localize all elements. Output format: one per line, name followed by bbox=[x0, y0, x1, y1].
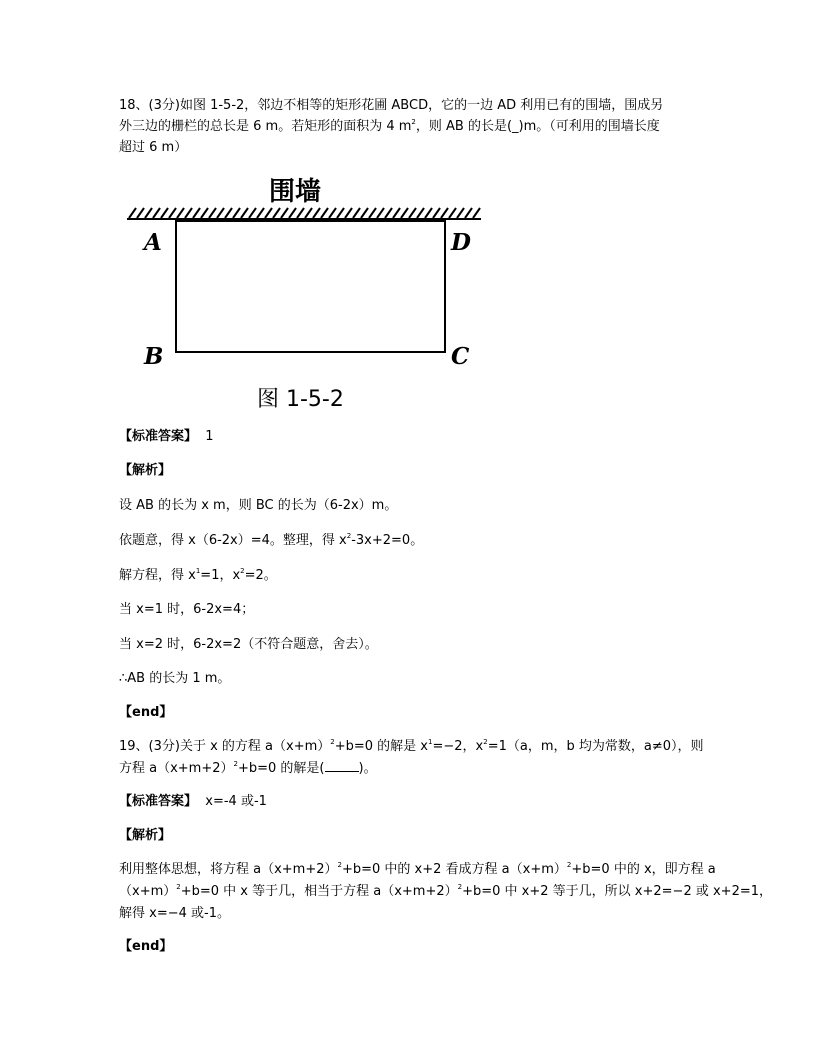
wall-hatch-mark bbox=[257, 208, 264, 218]
wall-hatch-mark bbox=[153, 208, 160, 218]
wall-hatch-mark bbox=[265, 208, 272, 218]
q18-answer: 【标准答案】 1 bbox=[119, 429, 214, 444]
q18-step-1: 设 AB 的长为 x m，则 BC 的长为（6-2x）m。 bbox=[119, 498, 398, 513]
wall-hatch-marks bbox=[129, 208, 480, 218]
q18-step-6: ∴AB 的长为 1 m。 bbox=[119, 671, 231, 686]
wall-hatching bbox=[127, 208, 481, 219]
wall-hatch-mark bbox=[241, 208, 248, 218]
q18-step-2: 依题意，得 x（6-2x）=4。整理，得 $x^2-3x+2=0$。 bbox=[119, 532, 424, 548]
q18-stem-line2: 外三边的栅栏的总长是 6 m。若矩形的面积为 4 $m^2$，则 AB 的长是(_)m。（可利用的围墙长度 bbox=[119, 118, 660, 134]
wall-hatch-mark bbox=[321, 208, 328, 218]
q19-end-marker: 【end】 bbox=[119, 939, 173, 954]
corner-label-b: B bbox=[144, 343, 164, 370]
answer-blank bbox=[325, 759, 359, 772]
q18-analysis-label: 【解析】 bbox=[119, 463, 172, 478]
wall-hatch-mark bbox=[201, 208, 208, 218]
wall-hatch-mark bbox=[193, 208, 200, 218]
wall-hatch-mark bbox=[377, 208, 384, 218]
q19-explanation-line1: 利用整体思想，将方程 $a(x+m+2)^2+b=0$ 中的 x+2 看成方程 $a(x+m)^2+b=0$ 中的 x，即方程 a bbox=[119, 861, 716, 877]
q19-analysis-label: 【解析】 bbox=[119, 828, 172, 843]
wall-hatch-mark bbox=[177, 208, 184, 218]
wall-hatch-mark bbox=[249, 208, 256, 218]
wall-hatch-mark bbox=[217, 208, 224, 218]
wall-hatch-mark bbox=[337, 208, 344, 218]
wall-hatch-mark bbox=[297, 208, 304, 218]
wall-hatch-mark bbox=[225, 208, 232, 218]
q19-answer: 【标准答案】 x=-4 或-1 bbox=[119, 794, 267, 809]
wall-hatch-mark bbox=[161, 208, 168, 218]
q18-step-5: 当 x=2 时，6-2x=2（不符合题意，舍去）。 bbox=[119, 637, 378, 652]
wall-hatch-mark bbox=[145, 208, 152, 218]
wall-hatch-mark bbox=[137, 208, 144, 218]
wall-hatch-mark bbox=[313, 208, 320, 218]
wall-hatch-mark bbox=[425, 208, 432, 218]
corner-label-c: C bbox=[451, 343, 470, 370]
wall-hatch-mark bbox=[465, 208, 472, 218]
figure-caption: 图 1-5-2 bbox=[257, 387, 344, 412]
wall-hatch-mark bbox=[345, 208, 352, 218]
wall-hatch-mark bbox=[409, 208, 416, 218]
wall-hatch-mark bbox=[393, 208, 400, 218]
wall-label: 围墙 bbox=[269, 177, 322, 207]
wall-hatch-mark bbox=[233, 208, 240, 218]
wall-hatch-mark bbox=[417, 208, 424, 218]
q19-explanation-line3: 解得 x=−4 或-1。 bbox=[119, 906, 230, 921]
wall-hatch-mark bbox=[433, 208, 440, 218]
q18-step-4: 当 x=1 时，6-2x=4； bbox=[119, 602, 255, 617]
wall-hatch-mark bbox=[281, 208, 288, 218]
q19-stem-line2: 方程 $a(x+m+2)^2+b=0$ 的解是( )。 bbox=[119, 760, 377, 776]
wall-hatch-mark bbox=[353, 208, 360, 218]
wall-hatch-mark bbox=[369, 208, 376, 218]
corner-label-d: D bbox=[451, 229, 471, 256]
wall-hatch-mark bbox=[385, 208, 392, 218]
wall-hatch-mark bbox=[185, 208, 192, 218]
garden-rectangle bbox=[176, 221, 445, 352]
wall-hatch-mark bbox=[289, 208, 296, 218]
wall-hatch-mark bbox=[361, 208, 368, 218]
wall-hatch-mark bbox=[473, 208, 480, 218]
wall-hatch-mark bbox=[273, 208, 280, 218]
wall-hatch-mark bbox=[129, 208, 136, 218]
q19-explanation-line2: $(x+m)^2+b=0$ 中 x 等于几，相当于方程 $a(x+m+2)^2+b=0$ 中 x+2 等于几，所以 x+2=−2 或 x+2=1， bbox=[119, 883, 773, 899]
wall-hatch-mark bbox=[329, 208, 336, 218]
q19-stem-line1: 19、(3分)关于 x 的方程 $a(x+m)^2+b=0$ 的解是 $x^1=-2$，$x^2=1(a$，m，b 均为常数，a≠0），则 bbox=[119, 738, 704, 754]
q18-stem-line3: 超过 6 m） bbox=[119, 140, 188, 155]
wall-hatch-mark bbox=[209, 208, 216, 218]
wall-hatch-mark bbox=[449, 208, 456, 218]
corner-label-a: A bbox=[144, 229, 162, 256]
rectangle-garden-figure bbox=[119, 172, 489, 414]
wall-hatch-mark bbox=[457, 208, 464, 218]
wall-hatch-mark bbox=[441, 208, 448, 218]
q18-step-3: 解方程，得 $x^1=1$，$x^2=2$。 bbox=[119, 567, 277, 583]
q18-stem-line1: 18、(3分)如图 1-5-2，邻边不相等的矩形花圃 ABCD，它的一边 AD 利用已有的围墙，围成另 bbox=[119, 98, 664, 113]
q18-end-marker: 【end】 bbox=[119, 705, 173, 720]
wall-hatch-mark bbox=[169, 208, 176, 218]
wall-hatch-mark bbox=[305, 208, 312, 218]
wall-hatch-mark bbox=[401, 208, 408, 218]
